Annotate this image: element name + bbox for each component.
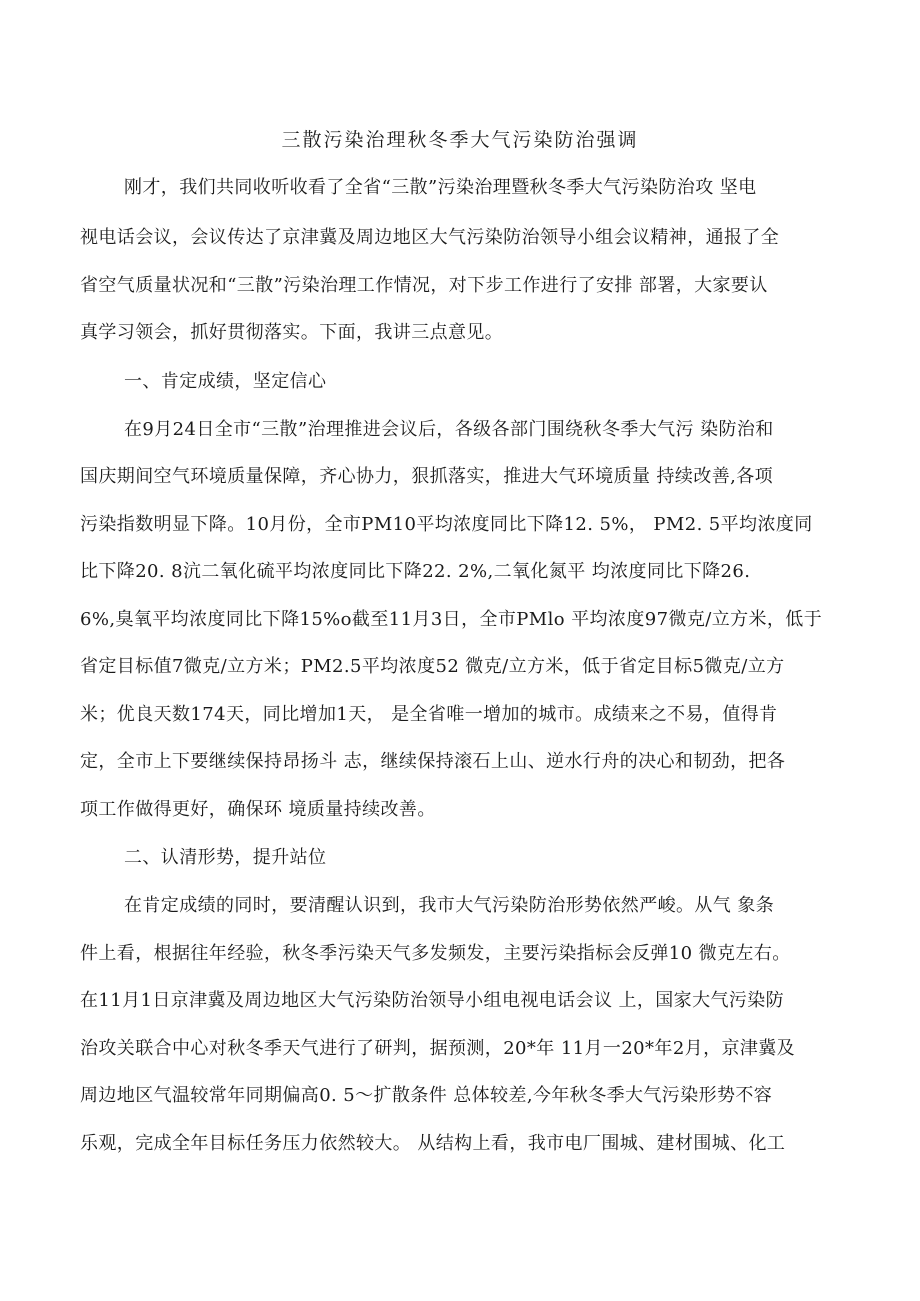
paragraph-line: 国庆期间空气环境质量保障，齐心协力，狠抓落实，推进大气环境质量 持续改善,各项 (80, 466, 774, 487)
paragraph-line: 在肯定成绩的同时，要清醒认识到，我市大气污染防治形势依然严峻。从气 象条 (124, 895, 775, 916)
paragraph-line: 治攻关联合中心对秋冬季天气进行了研判，据预测，20*年 11月一20*年2月，京津冀及 (80, 1038, 796, 1059)
paragraph-line: 污染指数明显下降。10月份，全市PM10平均浓度同比下降12. 5%， PM2. 5平均浓度同 (80, 514, 813, 535)
paragraph-line: 定，全市上下要继续保持昂扬斗 志，继续保持滚石上山、逆水行舟的决心和韧劲，把各 (80, 751, 786, 772)
paragraph-line: 6%,臭氧平均浓度同比下降15%o截至11月3日，全市PMlo 平均浓度97微克/立方米，低于 (80, 609, 823, 630)
paragraph-line: 周边地区气温较常年同期偏高0. 5～扩散条件 总体较差,今年秋冬季大气污染形势不容 (80, 1085, 773, 1106)
paragraph-line: 项工作做得更好，确保环 境质量持续改善。 (80, 799, 436, 820)
paragraph-line: 乐观，完成全年目标任务压力依然较大。 从结构上看，我市电厂围城、建材围城、化工 (80, 1133, 786, 1154)
document-title: 三散污染治理秋冬季大气污染防治强调 (281, 129, 639, 151)
paragraph-line: 省定目标值7微克/立方米；PM2.5平均浓度52 微克/立方米，低于省定目标5微克/立方 (80, 656, 785, 677)
paragraph-line: 在9月24日全市“三散”治理推进会议后，各级各部门围绕秋冬季大气污 染防治和 (124, 419, 774, 440)
paragraph-line: 真学习领会，抓好贯彻落实。下面，我讲三点意见。 (80, 322, 504, 343)
paragraph-line: 件上看，根据往年经验，秋冬季污染天气多发频发，主要污染指标会反弹10 微克左右。 (80, 943, 791, 964)
paragraph-line: 刚才，我们共同收听收看了全省“三散”污染治理暨秋冬季大气污染防治攻 坚电 (124, 177, 757, 198)
paragraph-line: 视电话会议，会议传达了京津冀及周边地区大气污染防治领导小组会议精神，通报了全 (80, 227, 780, 248)
paragraph-line: 在11月1日京津冀及周边地区大气污染防治领导小组电视电话会议 上，国家大气污染防 (80, 990, 785, 1011)
paragraph-line: 米；优良天数174天，同比增加1天， 是全省唯一增加的城市。成绩来之不易，值得肯 (80, 704, 778, 725)
section-heading: 二、认清形势，提升站位 (124, 847, 327, 868)
paragraph-line: 比下降20. 8沆二氧化硫平均浓度同比下降22. 2%,二氧化氮平 均浓度同比下降26. (80, 561, 751, 582)
paragraph-line: 省空气质量状况和“三散”污染治理工作情况，对下步工作进行了安排 部署，大家要认 (80, 275, 768, 296)
section-heading: 一、肯定成绩，坚定信心 (124, 371, 327, 392)
